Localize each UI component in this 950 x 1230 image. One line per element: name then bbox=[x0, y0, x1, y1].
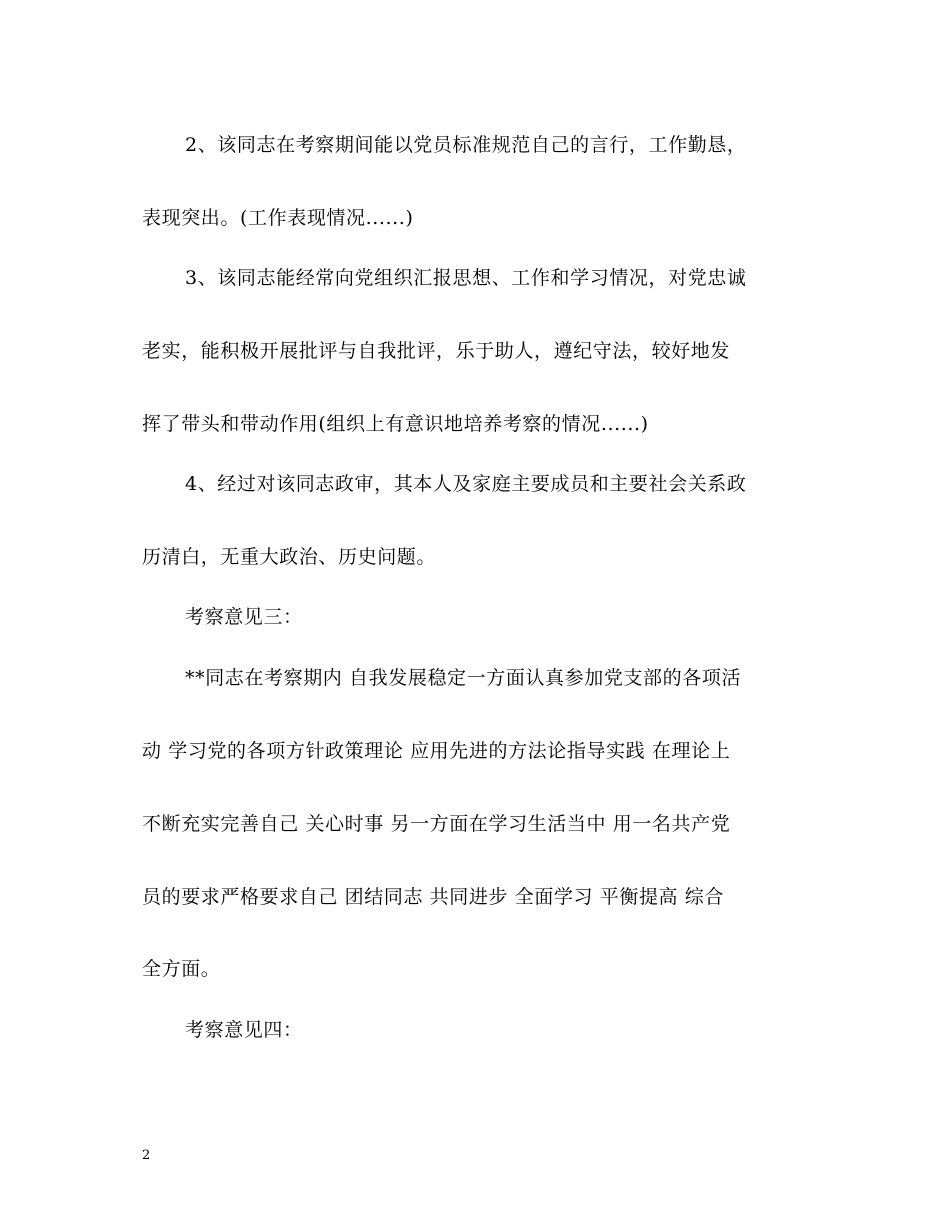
paragraph-line: 2、该同志在考察期间能以党员标准规范自己的言行，工作勤恳， bbox=[185, 134, 747, 156]
section-heading: 考察意见三： bbox=[185, 606, 303, 628]
paragraph-line: 4、经过对该同志政审，其本人及家庭主要成员和主要社会关系政 bbox=[185, 473, 747, 495]
paragraph-line: **同志在考察期内 自我发展稳定一方面认真参加党支部的各项活 bbox=[185, 667, 742, 689]
paragraph-line: 表现突出。(工作表现情况......) bbox=[142, 207, 414, 229]
section-heading: 考察意见四： bbox=[185, 1019, 303, 1041]
paragraph-line: 全方面。 bbox=[142, 958, 221, 980]
paragraph-line: 历清白，无重大政治、历史问题。 bbox=[142, 546, 437, 568]
paragraph-line: 老实，能积极开展批评与自我批评，乐于助人，遵纪守法，较好地发 bbox=[142, 340, 731, 362]
paragraph-line: 不断充实完善自己 关心时事 另一方面在学习生活当中 用一名共产党 bbox=[142, 813, 731, 835]
paragraph-line: 员的要求严格要求自己 团结同志 共同进步 全面学习 平衡提高 综合 bbox=[142, 886, 724, 908]
paragraph-line: 挥了带头和带动作用(组织上有意识地培养考察的情况......) bbox=[142, 413, 649, 435]
paragraph-line: 3、该同志能经常向党组织汇报思想、工作和学习情况，对党忠诚 bbox=[185, 267, 747, 289]
page-number: 2 bbox=[142, 1148, 151, 1163]
paragraph-line: 动 学习党的各项方针政策理论 应用先进的方法论指导实践 在理论上 bbox=[142, 740, 731, 762]
